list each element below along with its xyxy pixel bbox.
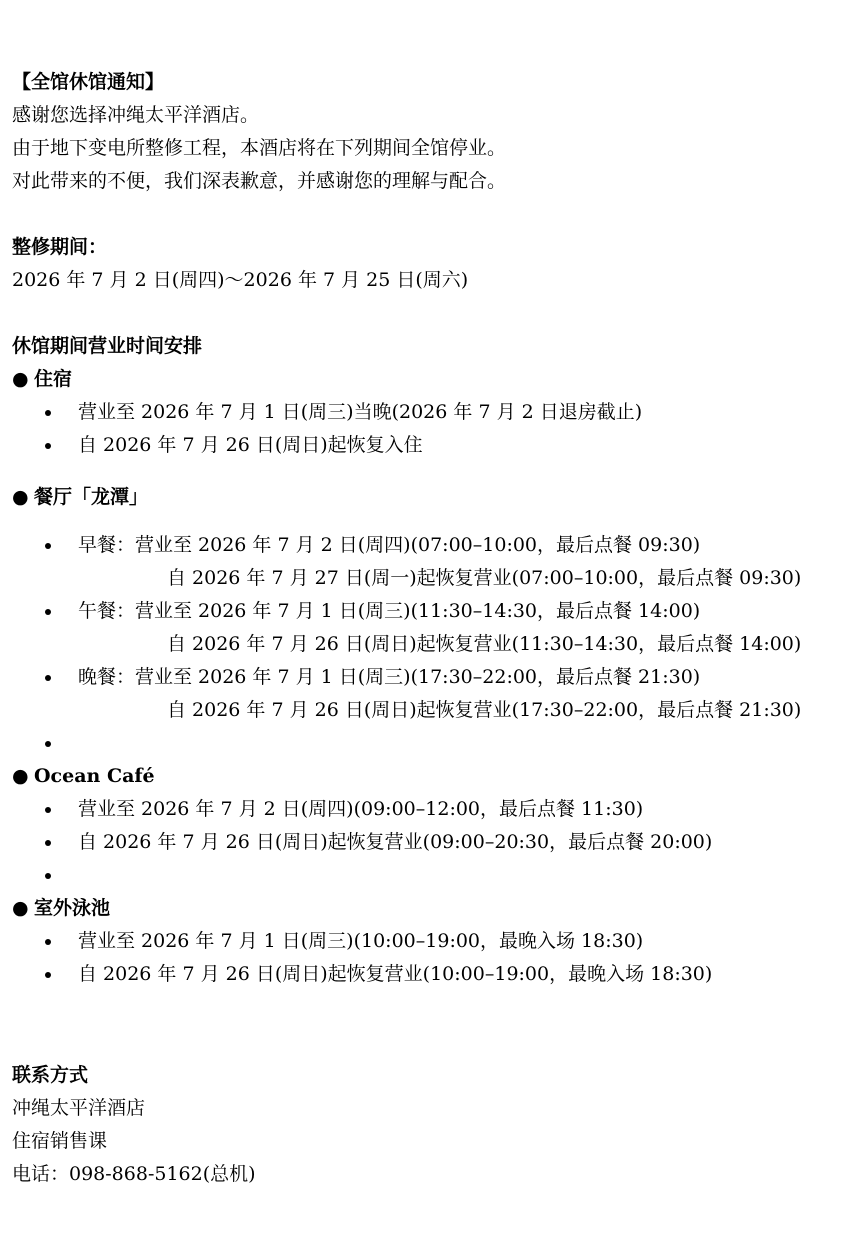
bullet-icon: ● [12,486,29,508]
notice-line: 由于地下变电所整修工程，本酒店将在下列期间全馆停业。 [12,137,507,159]
contact-hotel: 冲绳太平洋酒店 [12,1097,146,1119]
bullet-icon [45,939,51,945]
list-item: 晚餐：营业至 2026 年 7 月 1 日(周三)(17:30–22:00，最后点餐 21:30) [12,661,842,694]
contact-phone: 电话：098-868-5162(总机) [12,1163,256,1185]
bullet-icon [45,741,51,747]
list-item: 午餐：营业至 2026 年 7 月 1 日(周三)(11:30–14:30，最后点餐 14:00) [12,595,842,628]
notice-line: 对此带来的不便，我们深表歉意，并感谢您的理解与配合。 [12,170,507,192]
contact-heading: 联系方式 [12,1064,89,1086]
resume-line: 自 2026 年 7 月 26 日(周日)起恢复营业(11:30–14:30，最后点餐 14:00) [167,633,802,655]
bullet-icon [45,675,51,681]
restaurant-section-title: ● 餐厅「龙潭」 [12,481,842,514]
schedule-heading: 休馆期间营业时间安排 [12,335,203,357]
resume-line: 自 2026 年 7 月 26 日(周日)起恢复营业(17:30–22:00，最后点餐 21:30) [167,699,802,721]
notice-title: 【全馆休馆通知】 [12,71,165,93]
notice-line: 感谢您选择冲绳太平洋酒店。 [12,104,260,126]
empty-list-item [12,727,842,760]
list-item: 早餐：营业至 2026 年 7 月 2 日(周四)(07:00–10:00，最后点餐 09:30) [12,529,842,562]
list-item: 自 2026 年 7 月 26 日(周日)起恢复入住 [12,429,842,462]
lodging-section-title: ● 住宿 [12,363,842,396]
pool-section-title: ● 室外泳池 [12,892,842,925]
list-item: 营业至 2026 年 7 月 1 日(周三)(10:00–19:00，最晚入场 18:30) [12,925,842,958]
resume-line: 自 2026 年 7 月 27 日(周一)起恢复营业(07:00–10:00，最后点餐 09:30) [167,567,802,589]
period-heading: 整修期间： [12,236,108,258]
bullet-icon [45,410,51,416]
bullet-icon [45,807,51,813]
notice-document [12,66,842,1191]
bullet-icon: ● [12,368,29,390]
bullet-icon [45,543,51,549]
bullet-icon [45,873,51,879]
bullet-icon: ● [12,897,29,919]
list-item: 营业至 2026 年 7 月 1 日(周三)当晚(2026 年 7 月 2 日退房截止) [12,396,842,429]
contact-dept: 住宿销售课 [12,1130,108,1152]
bullet-icon [45,840,51,846]
list-item: 自 2026 年 7 月 26 日(周日)起恢复营业(09:00–20:30，最后点餐 20:00) [12,826,842,859]
list-item: 自 2026 年 7 月 26 日(周日)起恢复营业(10:00–19:00，最晚入场 18:30) [12,958,842,991]
list-item: 营业至 2026 年 7 月 2 日(周四)(09:00–12:00，最后点餐 11:30) [12,793,842,826]
bullet-icon [45,972,51,978]
bullet-icon [45,443,51,449]
period-value: 2026 年 7 月 2 日(周四)～2026 年 7 月 25 日(周六) [12,269,469,291]
empty-list-item [12,859,842,892]
bullet-icon [45,609,51,615]
bullet-icon: ● [12,765,29,787]
cafe-section-title: ● Ocean Café [12,760,842,793]
